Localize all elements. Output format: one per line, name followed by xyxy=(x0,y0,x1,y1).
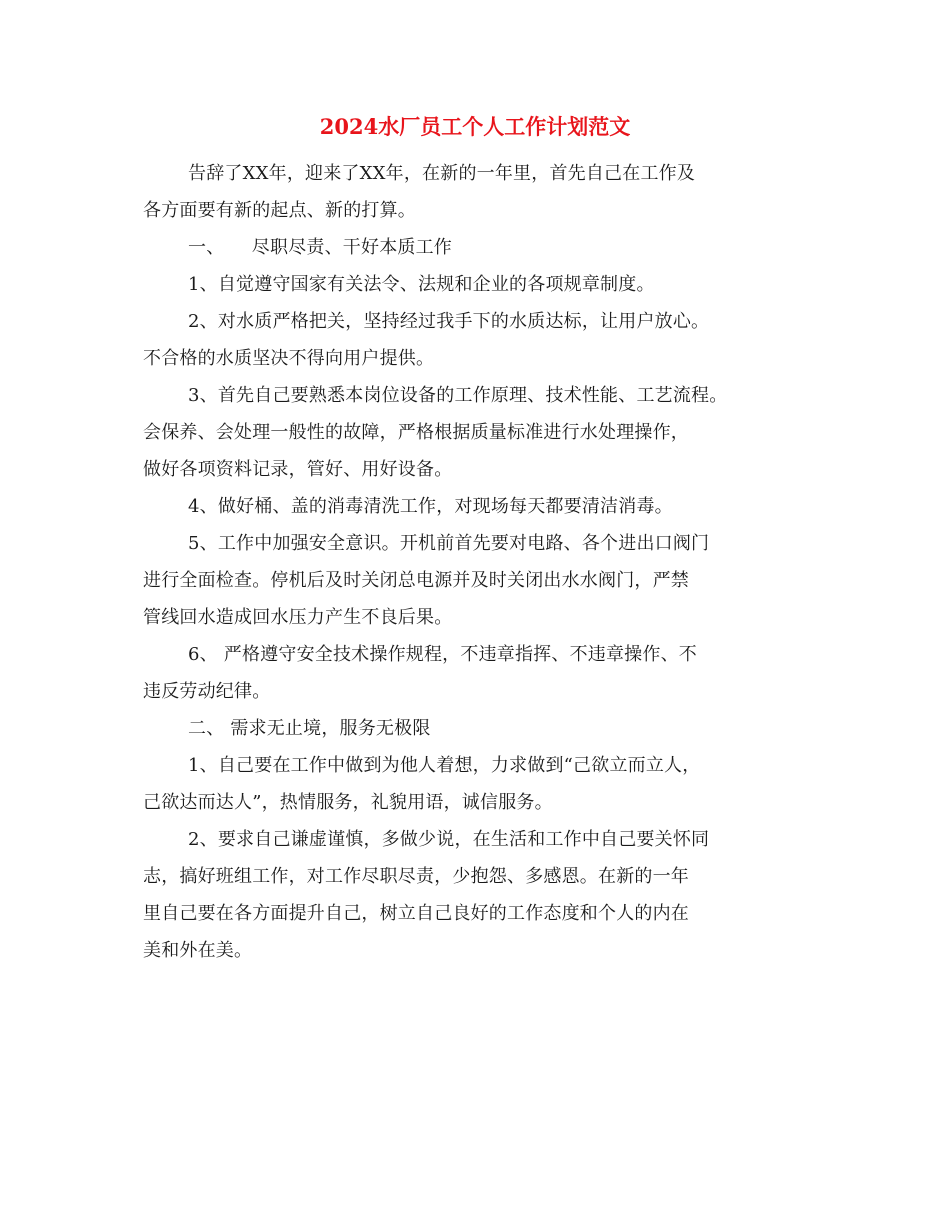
paragraph-line: 进行全面检查。停机后及时关闭总电源并及时关闭出水水阀门，严禁 xyxy=(143,570,689,591)
paragraph-line: 1、自己要在工作中做到为他人着想，力求做到“己欲立而立人， xyxy=(188,755,701,776)
paragraph-line: 己欲达而达人”，热情服务，礼貌用语，诚信服务。 xyxy=(143,792,553,813)
paragraph-line: 美和外在美。 xyxy=(143,940,253,961)
paragraph-line: 5、工作中加强安全意识。开机前首先要对电路、各个进出口阀门 xyxy=(188,533,710,554)
paragraph-line: 3、首先自己要熟悉本岗位设备的工作原理、技术性能、工艺流程。 xyxy=(188,385,728,406)
paragraph-line: 1、自觉遵守国家有关法令、法规和企业的各项规章制度。 xyxy=(188,274,655,295)
paragraph-line: 2、要求自己谦虚谨慎，多做少说，在生活和工作中自己要关怀同 xyxy=(188,829,710,850)
paragraph-line: 不合格的水质坚决不得向用户提供。 xyxy=(143,348,435,369)
paragraph-line: 做好各项资料记录，管好、用好设备。 xyxy=(143,459,453,480)
paragraph-line: 志，搞好班组工作，对工作尽职尽责，少抱怨、多感恩。在新的一年 xyxy=(143,866,689,887)
paragraph-line: 告辞了XX年，迎来了XX年，在新的一年里，首先自己在工作及 xyxy=(188,163,696,184)
paragraph-line: 违反劳动纪律。 xyxy=(143,681,271,702)
paragraph-line: 2、对水质严格把关，坚持经过我手下的水质达标，让用户放心。 xyxy=(188,311,710,332)
paragraph-line: 6、 严格遵守安全技术操作规程，不违章指挥、不违章操作、不 xyxy=(188,644,697,665)
paragraph-line: 各方面要有新的起点、新的打算。 xyxy=(143,200,416,221)
paragraph-line: 会保养、会处理一般性的故障，严格根据质量标准进行水处理操作， xyxy=(143,422,689,443)
document-title: 2024水厂员工个人工作计划范文 xyxy=(319,114,631,139)
paragraph-line: 管线回水造成回水压力产生不良后果。 xyxy=(143,607,453,628)
section-heading: 一、 尽职尽责、干好本质工作 xyxy=(188,237,452,258)
section-heading: 二、 需求无止境，服务无极限 xyxy=(188,718,431,739)
paragraph-line: 里自己要在各方面提升自己，树立自己良好的工作态度和个人的内在 xyxy=(143,903,689,924)
paragraph-line: 4、做好桶、盖的消毒清洗工作，对现场每天都要清洁消毒。 xyxy=(188,496,673,517)
